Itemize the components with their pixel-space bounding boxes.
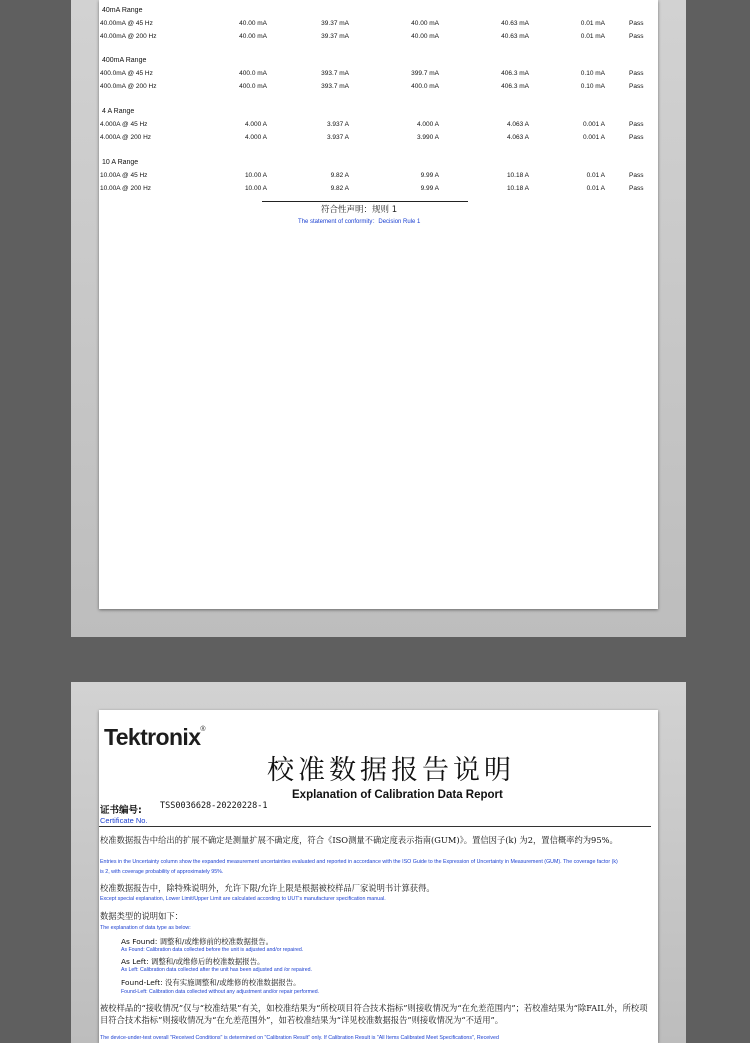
cell-reading: 400.0 mA [239, 70, 267, 77]
table-row [99, 83, 658, 94]
cell-uncertainty: 0.10 mA [580, 83, 605, 90]
cell-measured: 9.99 A [420, 185, 439, 192]
cell-upper-limit: 10.18 A [506, 185, 529, 192]
table-row [99, 70, 658, 81]
logo-text: Tektronix [104, 724, 201, 750]
cell-measured: 400.0 mA [411, 83, 439, 90]
cell-result: Pass [629, 172, 644, 179]
as-left-item-en: As Left: Calibration data collected after the unit has been adjusted and /or repaired. [121, 967, 312, 973]
cell-uncertainty: 0.01 mA [580, 20, 605, 27]
cell-lower-limit: 39.37 mA [321, 20, 349, 27]
data-type-heading-en: The explanation of data type as below: [100, 925, 191, 931]
cell-nominal: 4.000A @ 45 Hz [100, 121, 148, 128]
cell-reading: 400.0 mA [239, 83, 267, 90]
as-found-item-en: As Found: Calibration data collected before the unit is adjusted and/or repaired. [121, 947, 304, 953]
cell-measured: 399.7 mA [411, 70, 439, 77]
cell-upper-limit: 4.063 A [506, 134, 529, 141]
cell-uncertainty: 0.001 A [582, 134, 605, 141]
cell-nominal: 40.00mA @ 45 Hz [100, 20, 153, 27]
cell-uncertainty: 0.01 A [586, 172, 605, 179]
certificate-label-cn: 证书编号: [100, 805, 142, 816]
range-title: 10 A Range [102, 159, 139, 166]
cell-nominal: 400.0mA @ 200 Hz [100, 83, 157, 90]
range-title: 4 A Range [102, 108, 135, 115]
cell-nominal: 400.0mA @ 45 Hz [100, 70, 153, 77]
report-title-cn: 校准数据报告说明 [267, 755, 515, 786]
cell-measured: 3.990 A [416, 134, 439, 141]
cell-result: Pass [629, 121, 644, 128]
table-row [99, 172, 658, 183]
cell-uncertainty: 0.01 A [586, 185, 605, 192]
table-row [99, 185, 658, 196]
page-frame-top [71, 0, 686, 637]
cell-upper-limit: 40.63 mA [501, 20, 529, 27]
cell-upper-limit: 40.63 mA [501, 33, 529, 40]
received-conditions-paragraph-en: The device-under-test overall "Received Conditions" is determined on "Calibration Result" only. If Calibration Result is "All Items Calibrated Meet Specifications", Received [100, 1035, 499, 1041]
cell-lower-limit: 39.37 mA [321, 33, 349, 40]
cell-measured: 4.000 A [416, 121, 439, 128]
cell-nominal: 40.00mA @ 200 Hz [100, 33, 157, 40]
tektronix-logo [104, 724, 205, 751]
uncertainty-paragraph-cn: 校准数据报告中给出的扩展不确定是测量扩展不确定度，符合《ISO测量不确定度表示指南(GUM)》。置信因子(k) 为2，置信概率约为95%。 [100, 835, 618, 845]
cell-lower-limit: 9.82 A [330, 172, 349, 179]
cell-lower-limit: 3.937 A [326, 121, 349, 128]
received-conditions-paragraph-cn: 被校样品的“接收情况”仅与“校准结果”有关，如校准结果为“所校项目符合技术指标”则接收情况为“在允差范围内”；若校准结果为“除FAIL外，所校项目符合技术指标”则接收情况为“在允差范围外”，如若校准结果为“详见校准数据报告”则接收情况为“不适用”。 [100, 1003, 648, 1025]
cell-lower-limit: 393.7 mA [321, 70, 349, 77]
cell-result: Pass [629, 20, 644, 27]
cell-upper-limit: 10.18 A [506, 172, 529, 179]
cell-measured: 40.00 mA [411, 33, 439, 40]
conformity-statement-cn: 符合性声明：规则 1 [321, 205, 398, 215]
as-left-item-cn: As Left: 调整和/或维修后的校准数据报告。 [121, 957, 265, 966]
cell-result: Pass [629, 33, 644, 40]
cell-result: Pass [629, 185, 644, 192]
cell-upper-limit: 406.3 mA [501, 70, 529, 77]
cell-lower-limit: 393.7 mA [321, 83, 349, 90]
cell-upper-limit: 4.063 A [506, 121, 529, 128]
report-title-en: Explanation of Calibration Data Report [292, 789, 503, 801]
cell-nominal: 4.000A @ 200 Hz [100, 134, 152, 141]
cell-measured: 9.99 A [420, 172, 439, 179]
report-explanation-page [99, 710, 658, 1043]
as-found-item-cn: As Found: 调整和/或维修前的校准数据报告。 [121, 937, 274, 946]
limits-paragraph-cn: 校准数据报告中，除特殊说明外，允许下限/允许上限是根据被校样品厂家说明书计算获得。 [100, 883, 435, 893]
cell-uncertainty: 0.001 A [582, 121, 605, 128]
cell-result: Pass [629, 134, 644, 141]
cell-result: Pass [629, 83, 644, 90]
cell-reading: 4.000 A [244, 134, 267, 141]
limits-paragraph-en: Except special explanation, Lower Limit/Upper Limit are calculated according to UUT's manufacturer specification manual. [100, 896, 386, 902]
cell-reading: 40.00 mA [239, 20, 267, 27]
found-left-item-en: Found-Left: Calibration data collected without any adjustment and/or repair performed. [121, 989, 320, 995]
certificate-divider [99, 826, 651, 827]
cell-uncertainty: 0.01 mA [580, 33, 605, 40]
cell-result: Pass [629, 70, 644, 77]
cell-reading: 40.00 mA [239, 33, 267, 40]
page-frame-bottom [71, 682, 686, 1043]
cell-upper-limit: 406.3 mA [501, 83, 529, 90]
cell-reading: 4.000 A [244, 121, 267, 128]
cell-reading: 10.00 A [244, 185, 267, 192]
table-row [99, 33, 658, 44]
cell-measured: 40.00 mA [411, 20, 439, 27]
range-title: 40mA Range [102, 7, 143, 14]
cell-reading: 10.00 A [244, 172, 267, 179]
table-row [99, 20, 658, 31]
range-title: 400mA Range [102, 57, 147, 64]
cell-nominal: 10.00A @ 200 Hz [100, 185, 152, 192]
cell-uncertainty: 0.10 mA [580, 70, 605, 77]
data-sheet-page [99, 0, 658, 609]
conformity-divider [262, 201, 468, 202]
logo-registered-mark: ® [200, 726, 205, 733]
conformity-statement-en: The statement of conformity：Decision Rule 1 [298, 219, 421, 225]
table-row [99, 121, 658, 132]
uncertainty-paragraph-en: Entries in the Uncertainty column show the expanded measurement uncertainties evaluated and reported in accordance with the ISO Guide to the Expression of Uncertainty in Measurement (GUM). The coverage factor (k) is 2, with coverage probability of approximately 95%. [100, 859, 618, 875]
found-left-item-cn: Found-Left: 没有实施调整和/或维修的校准数据报告。 [121, 978, 301, 987]
cell-lower-limit: 3.937 A [326, 134, 349, 141]
data-type-heading-cn: 数据类型的说明如下： [100, 911, 183, 921]
cell-lower-limit: 9.82 A [330, 185, 349, 192]
cell-nominal: 10.00A @ 45 Hz [100, 172, 148, 179]
table-row [99, 134, 658, 145]
certificate-number: TSS0036628-20220228-1 [160, 801, 268, 811]
certificate-label-en: Certificate No. [100, 816, 148, 825]
